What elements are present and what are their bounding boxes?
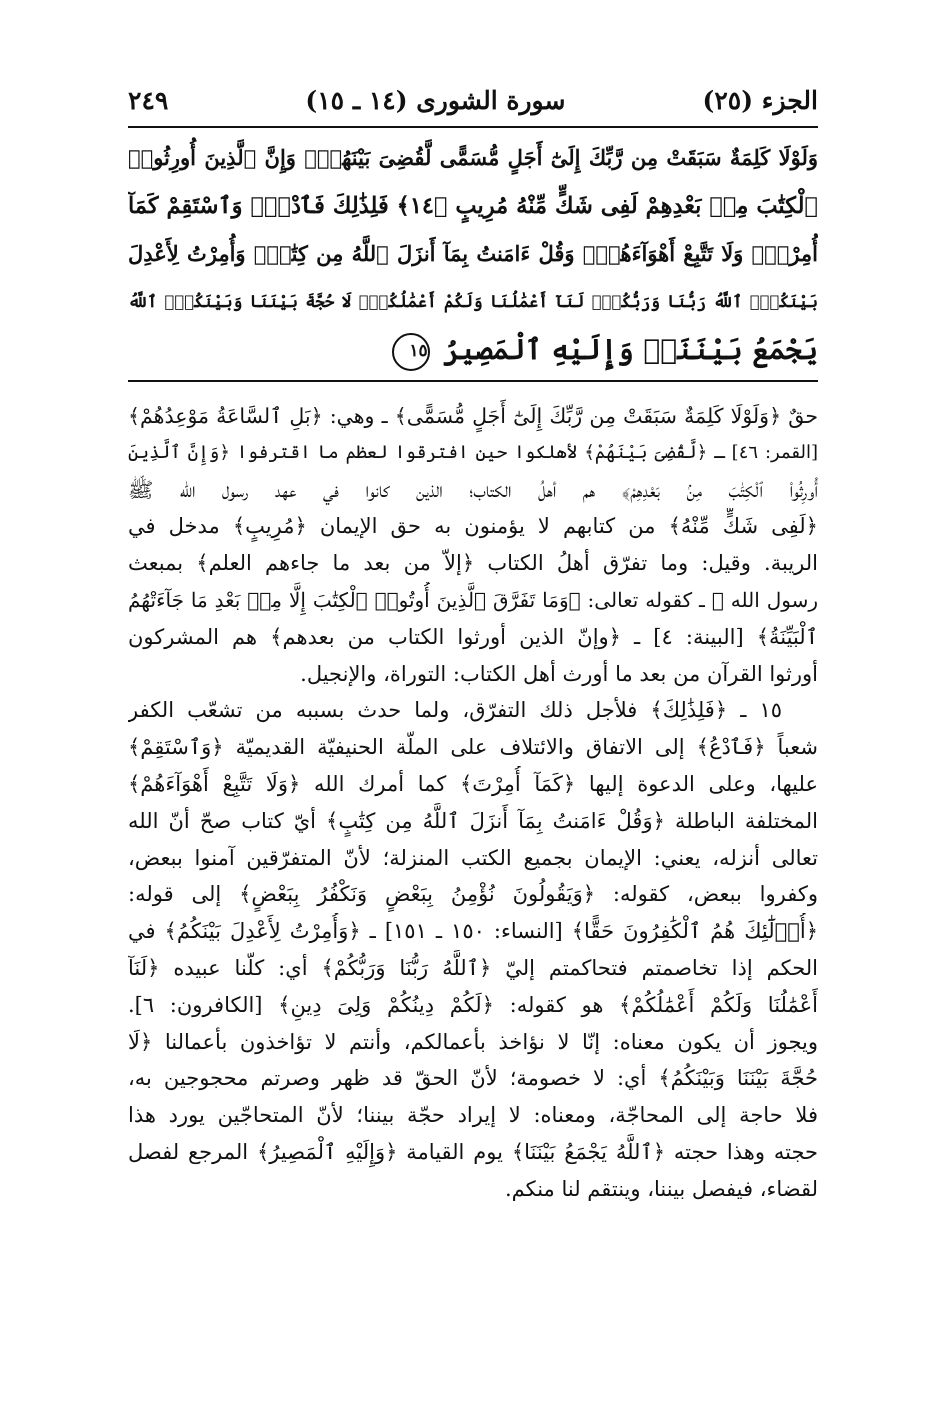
quran-line-final xyxy=(128,326,818,374)
commentary-line: ٱلْبَيِّنَةُ﴾ [البينة: ٤] ـ ﴿وإنّ الذين أورثوا الكتاب من بعدهم﴾ هم المشركون xyxy=(128,624,818,649)
commentary-line: المختلفة الباطلة ﴿وَقُلْ ءَامَنتُ بِمَآ أَنزَلَ ٱللَّهُ مِن كِتَٰبٍ﴾ أيّ كتاب صحّ أنّ الله xyxy=(128,808,818,833)
commentary-line: أورثوا القرآن من بعد ما أورث أهل الكتاب: التوراة، والإنجيل. xyxy=(300,661,818,686)
quran-line: وَلَوْلَا كَلِمَةٌ سَبَقَتْ مِن رَّبِّكَ إِلَىٰٓ أَجَلٍ مُّسَمًّى لَّقُضِىَ بَيْنَهُمْۚ وَإِنَّ ٱلَّذِينَ أُورِثُوا۟ xyxy=(128,145,818,170)
commentary-line: تعالى أنزله، يعني: الإيمان بجميع الكتب المنزلة؛ لأنّ المتفرّقين آمنوا ببعض، xyxy=(128,845,818,870)
commentary-line: عليها، وعلى الدعوة إليها ﴿كَمَآ أُمِرْتَ﴾ كما أمرك الله ﴿وَلَا تَتَّبِعْ أَهْوَآءَهُمْ﴾ xyxy=(128,771,818,796)
commentary-line: ﴿أُو۟لَٰٓئِكَ هُمُ ٱلْكَٰفِرُونَ حَقًّا﴾ [النساء: ١٥٠ ـ ١٥١] ـ ﴿وَأُمِرْتُ لِأَعْدِلَ بَيْنَكُمُ﴾ في xyxy=(128,919,818,944)
commentary-text-block xyxy=(128,398,818,1208)
commentary-line: الريبة. وقيل: وما تفرّق أهلُ الكتاب ﴿إلاّ من بعد ما جاءهم العلم﴾ بمبعث xyxy=(128,551,818,576)
quran-text-block xyxy=(128,134,818,374)
commentary-line: حُجَّةَ بَيْنَنَا وَبَيْنَكُمُ﴾ أي: لا خصومة؛ لأنّ الحقّ قد ظهر وصرتم محجوجين به، xyxy=(128,1066,818,1091)
quran-line: بَيْنَكُمُۖ ٱللَّهُ رَبُّنَا وَرَبُّكُمْۖ لَنَآ أَعْمَٰلُنَا وَلَكُمْ أَعْمَٰلُكُمْۖ لَا حُجَّةَ بَيْنَنَا وَبَيْنَكُمُۖ ٱللَّهُ xyxy=(128,292,818,311)
surah-title: سورة الشورى (١٤ ـ ١٥) xyxy=(305,85,566,115)
quran-line: ٱلْكِتَٰبَ مِنۢ بَعْدِهِمْ لَفِى شَكٍّ مِّنْهُ مُرِيبٍ ﴿١٤﴾ فَلِذَٰلِكَ فَٱدْعُۖ وَٱسْتَقِمْ كَمَآ xyxy=(128,193,818,219)
commentary-line: أَعْمَٰلُنَا وَلَكُمْ أَعْمَٰلُكُمْ﴾ هو كقوله: ﴿لَكُمْ دِينُكُمْ وَلِىَ دِينِ﴾ [الكافرون: ٦]. xyxy=(128,992,818,1017)
page-header xyxy=(128,78,818,122)
juz-label: الجزء (٢٥) xyxy=(702,85,818,115)
commentary-line: وكفروا ببعض، كقوله: ﴿وَيَقُولُونَ نُؤْمِنُ بِبَعْضٍ وَنَكْفُرُ بِبَعْضٍ﴾ إلى قوله: xyxy=(128,882,818,907)
commentary-line: ﴿لَفِى شَكٍّ مِّنْهُ﴾ من كتابهم لا يؤمنون به حق الإيمان ﴿مُرِيبٍ﴾ مدخل في xyxy=(128,514,818,539)
commentary-line: لقضاء، فيفصل بيننا، وينتقم لنا منكم. xyxy=(504,1176,818,1201)
header-divider xyxy=(128,126,818,128)
commentary-line: فلا حاجة إلى المحاجّة، ومعناه: لا إيراد حجّة بيننا؛ لأنّ المتحاجّين يورد هذا xyxy=(128,1103,818,1128)
section-divider xyxy=(128,380,818,382)
commentary-line: ١٥ ـ ﴿فَلِذَٰلِكَ﴾ فلأجل ذلك التفرّق، ولما حدث بسببه من تشعّب الكفر xyxy=(128,698,782,723)
commentary-line: أُورِثُوا۟ ٱلْكِتَٰبَ مِنۢ بَعْدِهِمْ﴾ هم أهلُ الكتاب؛ الذين كانوا في عهد رسول الله ﷺ xyxy=(128,477,818,502)
quran-line: أُمِرْتَۖ وَلَا تَتَّبِعْ أَهْوَآءَهُمْۖ وَقُلْ ءَامَنتُ بِمَآ أَنزَلَ ٱللَّهُ مِن كِتَٰبٍۖ وَأُمِرْتُ لِأَعْدِلَ xyxy=(128,241,818,266)
ayah-number-marker: ١٥ xyxy=(392,333,430,371)
commentary-line: حجته وهذا حجته ﴿ٱللَّهُ يَجْمَعُ بَيْنَنَا﴾ يوم القيامة ﴿وَإِلَيْهِ ٱلْمَصِيرُ﴾ المرجع لفصل xyxy=(128,1139,818,1164)
commentary-line: شعباً ﴿فَٱدْعُ﴾ إلى الاتفاق والائتلاف على الملّة الحنيفيّة القديميّة ﴿وَٱسْتَقِمْ﴾ xyxy=(128,735,818,760)
page-number: ٢٤٩ xyxy=(128,85,169,115)
quran-line-text: يَجْمَعُ بَيْنَنَاۖ وَإِلَيْهِ ٱلْمَصِيرُ xyxy=(443,333,818,366)
commentary-line: رسول الله ﷺ ـ كقوله تعالى: ﴿وَمَا تَفَرَّقَ ٱلَّذِينَ أُوتُوا۟ ٱلْكِتَٰبَ إِلَّا مِنۢ بَعْدِ مَا جَآءَتْهُمُ xyxy=(128,587,818,612)
commentary-line: حقٌ ﴿وَلَوْلَا كَلِمَةٌ سَبَقَتْ مِن رَّبِّكَ إِلَىٰٓ أَجَلٍ مُّسَمًّى﴾ ـ وهي: ﴿بَلِ ٱلسَّاعَةُ مَوْعِدُهُمْ﴾ xyxy=(128,404,818,428)
commentary-line: [القمر: ٤٦] ـ ﴿لَّقُضِىَ بَيْنَهُمْ﴾ لأهلكوا حين افترقوا لعظم ما اقترفوا ﴿وَإِنَّ ٱلَّذِينَ xyxy=(128,441,818,463)
commentary-line: الحكم إذا تخاصمتم فتحاكمتم إليّ ﴿ٱللَّهُ رَبُّنَا وَرَبُّكُمْ﴾ أي: كلّنا عبيده ﴿لَنَآ xyxy=(128,955,818,980)
commentary-line: ويجوز أن يكون معناه: إنّا لا نؤاخذ بأعمالكم، وأنتم لا تؤاخذون بأعمالنا ﴿لَا xyxy=(128,1029,818,1054)
